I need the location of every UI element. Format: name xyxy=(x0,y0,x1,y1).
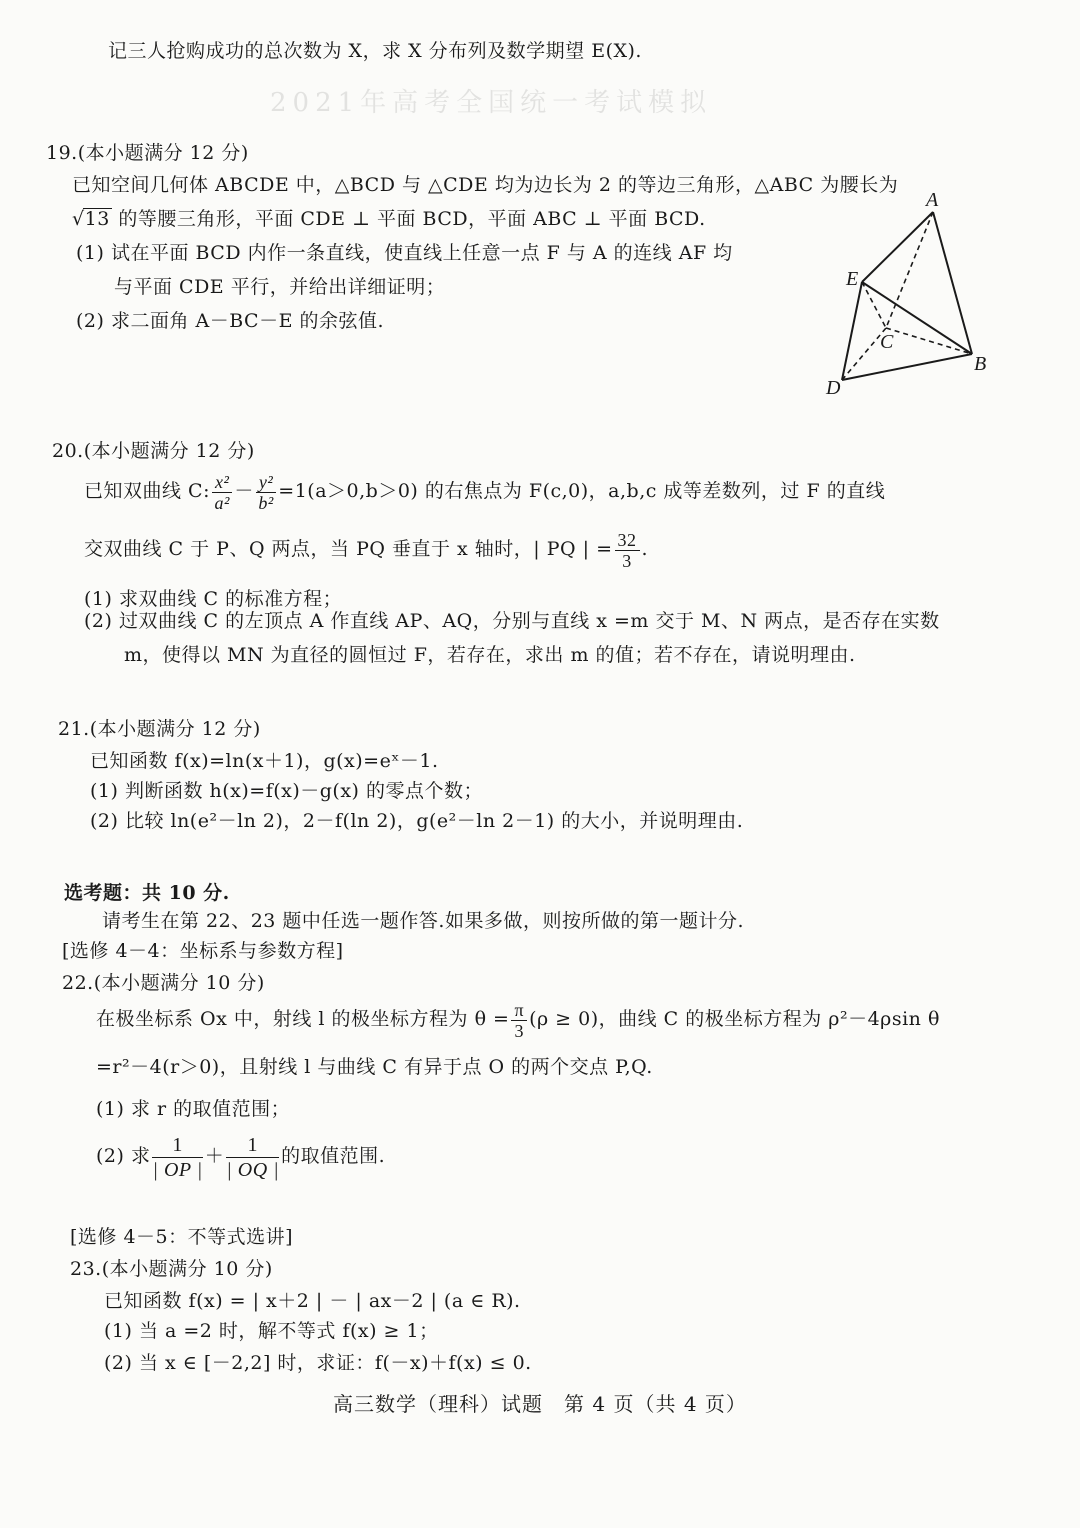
q23-part1: (1) 当 a =2 时，解不等式 f(x) ≥ 1； xyxy=(104,1320,439,1342)
q22-part2-suffix: 的取值范围. xyxy=(281,1145,386,1167)
frac-num: 1 xyxy=(226,1133,279,1158)
q22-line1-suffix: (ρ ≥ 0)，曲线 C 的极坐标方程为 ρ²－4ρsin θ xyxy=(529,1008,940,1030)
q20-part1: (1) 求双曲线 C 的标准方程； xyxy=(84,588,343,610)
fraction-y2-b2 xyxy=(256,472,276,513)
q19-part1-line1: (1) 试在平面 BCD 内作一条直线，使直线上任意一点 F 与 A 的连线 AF 均 xyxy=(76,242,733,264)
q20-line2-prefix: 交双曲线 C 于 P、Q 两点，当 PQ 垂直于 x 轴时，| PQ | = xyxy=(84,538,613,560)
frac-num: x² xyxy=(212,472,232,493)
elective-instruction: 请考生在第 22、23 题中任选一题作答.如果多做，则按所做的第一题计分. xyxy=(102,910,745,932)
q22-part1: (1) 求 r 的取值范围； xyxy=(96,1098,291,1120)
q21-part1: (1) 判断函数 h(x)=f(x)－g(x) 的零点个数； xyxy=(90,780,484,802)
q18-continuation: 记三人抢购成功的总次数为 X，求 X 分布列及数学期望 E(X). xyxy=(108,40,642,62)
frac-num: 1 xyxy=(152,1133,202,1158)
page-footer: 高三数学（理科）试题 第 4 页（共 4 页） xyxy=(333,1392,747,1416)
q19-stem-line2 xyxy=(72,206,706,232)
fraction-pi-3 xyxy=(511,1000,527,1041)
q22-part2 xyxy=(96,1132,385,1182)
frac-den: | OQ | xyxy=(226,1158,280,1181)
q20-stem-line1 xyxy=(84,468,885,514)
q20-line1-prefix: 已知双曲线 C: xyxy=(84,480,210,502)
q23-part2: (2) 当 x ∈ [－2,2] 时，求证：f(－x)＋f(x) ≤ 0. xyxy=(104,1352,532,1374)
q19-part2: (2) 求二面角 A－BC－E 的余弦值. xyxy=(76,310,385,332)
q20-header: 20.(本小题满分 12 分) xyxy=(52,440,255,462)
edge-ae xyxy=(862,212,933,282)
q19-geometry-diagram xyxy=(800,180,1020,410)
frac-num: π xyxy=(511,1000,527,1021)
fraction-1-op xyxy=(152,1133,202,1182)
section-4-5-title: [选修 4－5：不等式选讲] xyxy=(70,1226,294,1248)
frac-num: 32 xyxy=(615,530,640,551)
q21-part2: (2) 比较 ln(e²－ln 2)，2－f(ln 2)，g(e²－ln 2－1) 的大小，并说明理由. xyxy=(90,810,744,832)
elective-title: 选考题：共 10 分. xyxy=(64,882,230,904)
minus-sign: － xyxy=(234,480,254,502)
q22-header: 22.(本小题满分 10 分) xyxy=(62,972,265,994)
plus-sign: ＋ xyxy=(204,1145,225,1167)
frac-den: b² xyxy=(258,492,274,513)
q22-line1-prefix: 在极坐标系 Ox 中，射线 l 的极坐标方程为 θ = xyxy=(96,1008,510,1030)
frac-den: | OP | xyxy=(152,1158,203,1181)
frac-den: a² xyxy=(214,492,230,513)
q19-part1-line2: 与平面 CDE 平行，并给出详细证明； xyxy=(114,276,446,298)
sqrt-symbol: √ xyxy=(72,208,85,230)
vertex-label-d: D xyxy=(826,377,841,399)
q23-header: 23.(本小题满分 10 分) xyxy=(70,1258,273,1280)
frac-den: 3 xyxy=(514,1020,525,1041)
q20-stem-line2 xyxy=(84,526,648,572)
q23-stem: 已知函数 f(x) = | x＋2 | － | ax－2 | (a ∈ R). xyxy=(104,1290,521,1312)
section-4-4-title: [选修 4－4：坐标系与参数方程] xyxy=(62,940,344,962)
vertex-label-b: B xyxy=(974,353,987,375)
vertex-label-c: C xyxy=(880,331,894,353)
edge-ed xyxy=(842,282,862,380)
q19-header: 19.(本小题满分 12 分) xyxy=(46,142,249,164)
vertex-label-e: E xyxy=(846,268,859,290)
q19-stem-line2-text: 的等腰三角形，平面 CDE ⊥ 平面 BCD，平面 ABC ⊥ 平面 BCD. xyxy=(118,208,706,230)
vertex-label-a: A xyxy=(926,189,939,211)
q22-stem-line1 xyxy=(96,996,940,1042)
fraction-1-oq xyxy=(226,1133,279,1182)
edge-cb-hidden xyxy=(886,328,972,354)
solid-figure-abcde xyxy=(800,180,1020,410)
fraction-x2-a2 xyxy=(212,472,232,513)
bleed-through-text: 2021年高考全国统一考试模拟 xyxy=(270,88,713,118)
fraction-32-3 xyxy=(615,530,640,571)
q20-line2-suffix: . xyxy=(641,538,649,560)
q22-part2-prefix: (2) 求 xyxy=(96,1145,151,1167)
q19-stem-line1: 已知空间几何体 ABCDE 中，△BCD 与 △CDE 均为边长为 2 的等边三角形，△ABC 为腰长为 xyxy=(72,174,899,196)
q20-part2-line1: (2) 过双曲线 C 的左顶点 A 作直线 AP、AQ，分别与直线 x =m 交于 M、N 两点，是否存在实数 xyxy=(84,610,940,632)
q20-part2-line2: m，使得以 MN 为直径的圆恒过 F，若存在，求出 m 的值；若不存在，请说明理由. xyxy=(124,644,856,666)
q21-stem: 已知函数 f(x)=ln(x＋1)，g(x)=eˣ－1. xyxy=(90,750,439,772)
q22-stem-line2: =r²－4(r＞0)，且射线 l 与曲线 C 有异于点 O 的两个交点 P,Q. xyxy=(96,1056,653,1078)
frac-num: y² xyxy=(256,472,276,493)
edge-ac-hidden xyxy=(886,212,933,328)
sqrt-radicand: 13 xyxy=(84,208,110,230)
q20-line1-suffix: =1(a＞0,b＞0) 的右焦点为 F(c,0)，a,b,c 成等差数列，过 F 的直线 xyxy=(278,480,886,502)
q21-header: 21.(本小题满分 12 分) xyxy=(58,718,261,740)
frac-den: 3 xyxy=(622,550,632,571)
